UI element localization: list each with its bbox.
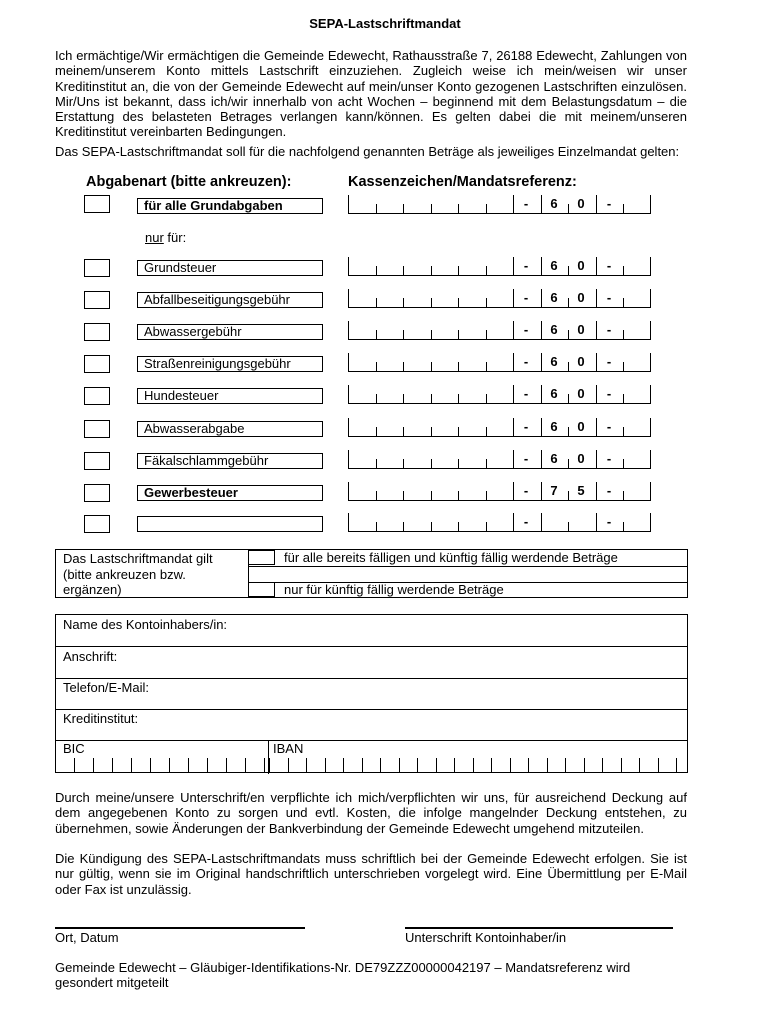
row-label[interactable] <box>137 516 323 532</box>
reference-char: - <box>606 419 612 434</box>
cancellation-paragraph: Die Kündigung des SEPA-Lastschriftmandats muss schriftlich bei der Gemeinde Edewecht erfolgen. Sie ist nur gültig, wenn sie im Original handschriftlich unterschrieben vorgelegt wird. Eine Übermittlung per E-Mail oder Fax ist unzulässig. <box>55 851 687 897</box>
reference-char: - <box>606 196 612 211</box>
signature-line[interactable] <box>405 927 673 929</box>
account-name-label: Name des Kontoinhabers/in: <box>63 617 228 632</box>
obligation-paragraph: Durch meine/unsere Unterschrift/en verpflichte ich mich/verpflichten wir uns, für ausreichend Deckung auf dem angegebenen Konto zu sorgen und evtl. Kosten, die infolge mangelnder Deckung entstehen, zu übernehmen, sowie Änderungen der Bankverbindung der Gemeinde Edewecht umgehend mitzuteilen. <box>55 790 687 836</box>
reference-char: - <box>606 514 612 529</box>
row-checkbox[interactable] <box>84 420 110 438</box>
reference-char: 0 <box>577 258 585 273</box>
reference-char: - <box>523 419 529 434</box>
reference-char: - <box>606 451 612 466</box>
row-checkbox[interactable] <box>84 484 110 502</box>
reference-char: 6 <box>550 386 558 401</box>
page-title: SEPA-Lastschriftmandat <box>309 16 461 31</box>
reference-char: - <box>606 322 612 337</box>
row-label: Fäkalschlammgebühr <box>137 453 323 469</box>
row-label: für alle Grundabgaben <box>137 198 323 214</box>
reference-char: 0 <box>577 386 585 401</box>
reference-char: 6 <box>550 290 558 305</box>
kassenzeichen-field[interactable] <box>348 257 651 276</box>
validity-option2-label: nur für künftig fällig werdende Beträge <box>284 582 504 597</box>
reference-char: - <box>523 258 529 273</box>
kassenzeichen-header: Kassenzeichen/Mandatsreferenz: <box>348 174 577 190</box>
reference-char: 6 <box>550 419 558 434</box>
reference-char: - <box>606 258 612 273</box>
account-phone-field[interactable] <box>56 678 687 710</box>
row-label: Gewerbesteuer <box>137 485 323 501</box>
row-checkbox[interactable] <box>84 259 110 277</box>
reference-char: 6 <box>550 451 558 466</box>
row-label: Abwassergebühr <box>137 324 323 340</box>
reference-char: - <box>606 386 612 401</box>
validity-option2-checkbox[interactable] <box>248 582 275 597</box>
account-name-field[interactable] <box>56 615 687 647</box>
reference-char: - <box>523 451 529 466</box>
footer-text: Gemeinde Edewecht – Gläubiger-Identifikations-Nr. DE79ZZZ00000042197 – Mandatsreferenz wird gesondert mitgeteilt <box>55 960 631 990</box>
reference-char: - <box>523 354 529 369</box>
account-phone-label: Telefon/E-Mail: <box>63 680 149 695</box>
reference-char: 5 <box>577 483 585 498</box>
kassenzeichen-field[interactable] <box>348 418 651 437</box>
bic-iban-row <box>56 741 687 774</box>
reference-char: 0 <box>577 419 585 434</box>
bic-label: BIC <box>63 741 85 756</box>
validity-box <box>55 549 688 598</box>
intro-paragraph-2: Das SEPA-Lastschriftmandat soll für die nachfolgend genannten Beträge als jeweiliges Einzelmandat gelten: <box>55 144 680 159</box>
reference-char: - <box>523 290 529 305</box>
reference-char: - <box>606 354 612 369</box>
reference-char: 0 <box>577 322 585 337</box>
reference-char: 6 <box>550 322 558 337</box>
row-checkbox[interactable] <box>84 323 110 341</box>
reference-char: - <box>523 386 529 401</box>
row-label: Grundsteuer <box>137 260 323 276</box>
kassenzeichen-field[interactable] <box>348 450 651 469</box>
reference-char: 7 <box>550 483 558 498</box>
row-label: Abfallbeseitigungsgebühr <box>137 292 323 308</box>
place-date-label: Ort, Datum <box>55 930 119 945</box>
row-checkbox[interactable] <box>84 452 110 470</box>
reference-char: 6 <box>550 258 558 273</box>
account-bank-label: Kreditinstitut: <box>63 711 139 726</box>
abgabenart-header: Abgabenart (bitte ankreuzen): <box>86 174 292 190</box>
account-bank-field[interactable] <box>56 709 687 741</box>
account-address-field[interactable] <box>56 647 687 679</box>
kassenzeichen-field[interactable] <box>348 353 651 372</box>
reference-char: 0 <box>577 451 585 466</box>
row-label: Abwasserabgabe <box>137 421 323 437</box>
reference-char: - <box>606 483 612 498</box>
reference-char: 0 <box>577 354 585 369</box>
reference-char: 6 <box>550 354 558 369</box>
iban-label: IBAN <box>273 741 304 756</box>
kassenzeichen-field[interactable] <box>348 195 651 214</box>
reference-char: 0 <box>577 196 585 211</box>
place-date-line[interactable] <box>55 927 305 929</box>
row-label: Hundesteuer <box>137 388 323 404</box>
row-label: Straßenreinigungsgebühr <box>137 356 323 372</box>
kassenzeichen-field[interactable] <box>348 321 651 340</box>
account-box <box>55 614 688 773</box>
validity-label: Das Lastschriftmandat gilt (bitte ankreuzen bzw. ergänzen) <box>63 551 213 597</box>
reference-char: - <box>523 483 529 498</box>
validity-option1-checkbox[interactable] <box>248 550 275 565</box>
reference-char: - <box>523 514 529 529</box>
reference-char: - <box>523 322 529 337</box>
kassenzeichen-field[interactable] <box>348 482 651 501</box>
kassenzeichen-field[interactable] <box>348 289 651 308</box>
reference-char: - <box>523 196 529 211</box>
kassenzeichen-field[interactable] <box>348 513 651 532</box>
row-checkbox[interactable] <box>84 291 110 309</box>
reference-char: 6 <box>550 196 558 211</box>
signature-label: Unterschrift Kontoinhaber/in <box>405 930 567 945</box>
reference-char: 0 <box>577 290 585 305</box>
nur-fuer-label: nur für: <box>145 230 187 245</box>
reference-char: - <box>606 290 612 305</box>
row-checkbox[interactable] <box>84 355 110 373</box>
row-checkbox[interactable] <box>84 515 110 533</box>
row-checkbox[interactable] <box>84 195 110 213</box>
validity-option1-label: für alle bereits fälligen und künftig fällig werdende Beträge <box>284 550 618 565</box>
row-checkbox[interactable] <box>84 387 110 405</box>
iban-input[interactable] <box>269 741 687 774</box>
account-address-label: Anschrift: <box>63 649 118 664</box>
intro-paragraph: Ich ermächtige/Wir ermächtigen die Gemeinde Edewecht, Rathausstraße 7, 26188 Edewecht, Zahlungen von meinem/unserem Konto mittels Lastschrift einzuziehen. Zugleich weise ich mein/weisen wir unser Kreditinstitut an, die von der Gemeinde Edewecht auf mein/unser Konto gezogenen Lastschriften einzulösen. Mir/Uns ist bekannt, dass ich/wir innerhalb von acht Wochen – beginnend mit dem Belastungsdatum – die Erstattung des belasteten Betrages verlangen kann/können. Es gelten dabei die mit meinem/unseren Kreditinstitut vereinbarten Bedingungen. <box>55 48 687 140</box>
kassenzeichen-field[interactable] <box>348 385 651 404</box>
bic-input[interactable] <box>56 741 268 774</box>
